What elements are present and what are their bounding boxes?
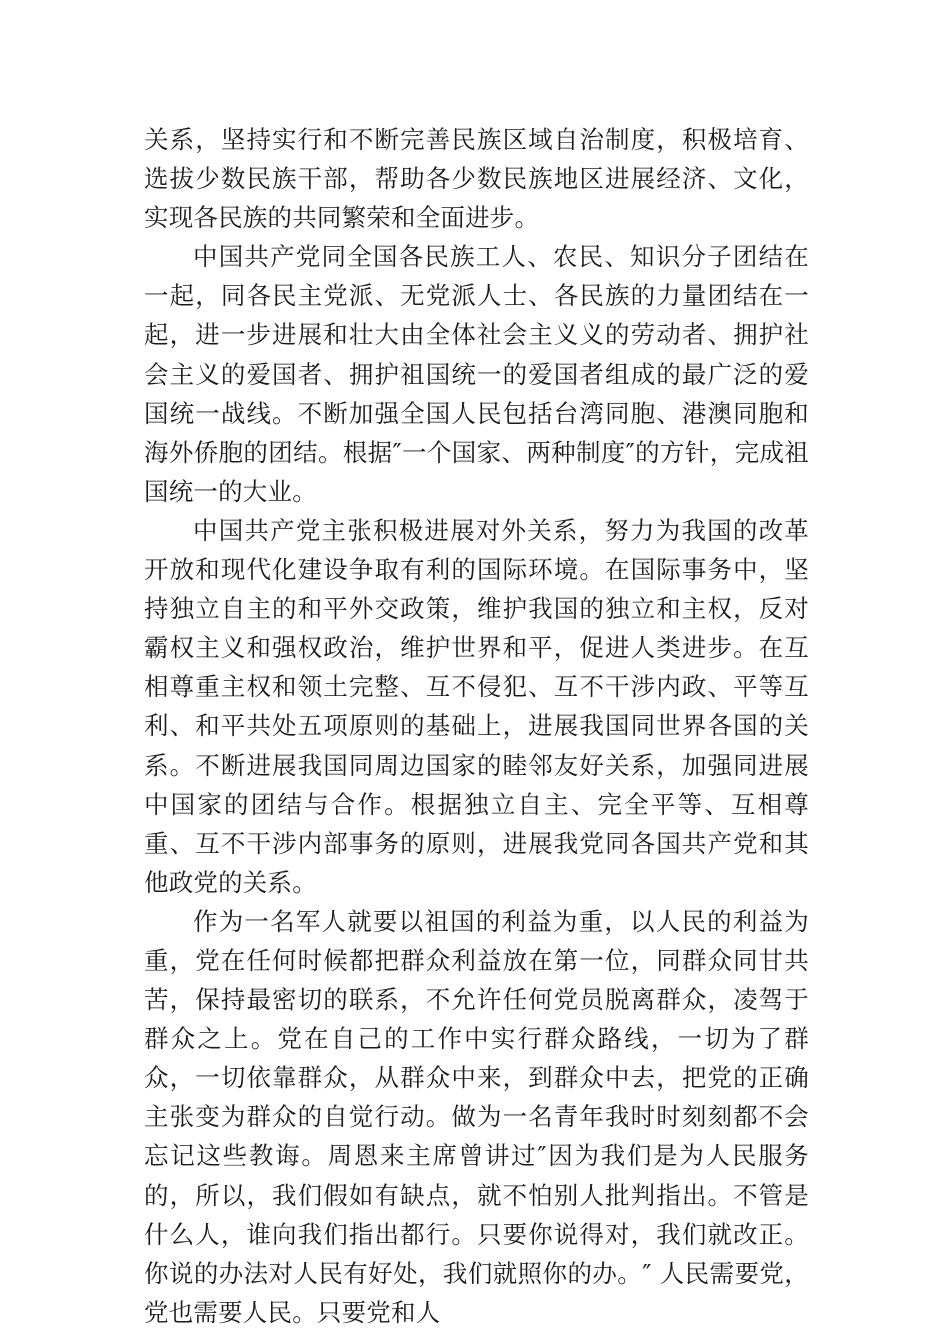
paragraph-4: 作为一名军人就要以祖国的利益为重，以人民的利益为重，党在任何时候都把群众利益放在第一位，同群众同甘共苦，保持最密切的联系，不允许任何党员脱离群众，凌驾于群众之上。党在自己的工作中实行群众路线，一切为了群众，一切依靠群众，从群众中来，到群众中去，把党的正确主张变为群众的自觉行动。做为一名青年我时时刻刻都不会忘记这些教诲。周恩来主席曾讲过″因为我们是为人民服务的，所以，我们假如有缺点，就不怕别人批判指出。不管是什么人，谁向我们指出都行。只要你说得对，我们就改正。你说的办法对人民有好处，我们就照你的办。″ 人民需要党，党也需要人民。只要党和人: [144, 906, 809, 1327]
document-body: [144, 120, 809, 1332]
paragraph-1: 关系，坚持实行和不断完善民族区域自治制度，积极培育、选拔少数民族干部，帮助各少数民族地区进展经济、文化，实现各民族的共同繁荣和全面进步。: [144, 125, 809, 233]
paragraph-2: 中国共产党同全国各民族工人、农民、知识分子团结在一起，同各民主党派、无党派人士、各民族的力量团结在一起，进一步进展和壮大由全体社会主义义的劳动者、拥护社会主义的爱国者、拥护祖国统一的爱国者组成的最广泛的爱国统一战线。不断加强全国人民包括台湾同胞、港澳同胞和海外侨胞的团结。根据″一个国家、两种制度″的方针，完成祖国统一的大业。: [144, 242, 809, 506]
paragraph-3: 中国共产党主张积极进展对外关系，努力为我国的改革开放和现代化建设争取有利的国际环境。在国际事务中，坚持独立自主的和平外交政策，维护我国的独立和主权，反对霸权主义和强权政治，维护世界和平，促进人类进步。在互相尊重主权和领土完整、互不侵犯、互不干涉内政、平等互利、和平共处五项原则的基础上，进展我国同世界各国的关系。不断进展我国同周边国家的睦邻友好关系，加强同进展中国家的团结与合作。根据独立自主、完全平等、互相尊重、互不干涉内部事务的原则，进展我党同各国共产党和其他政党的关系。: [144, 515, 809, 897]
